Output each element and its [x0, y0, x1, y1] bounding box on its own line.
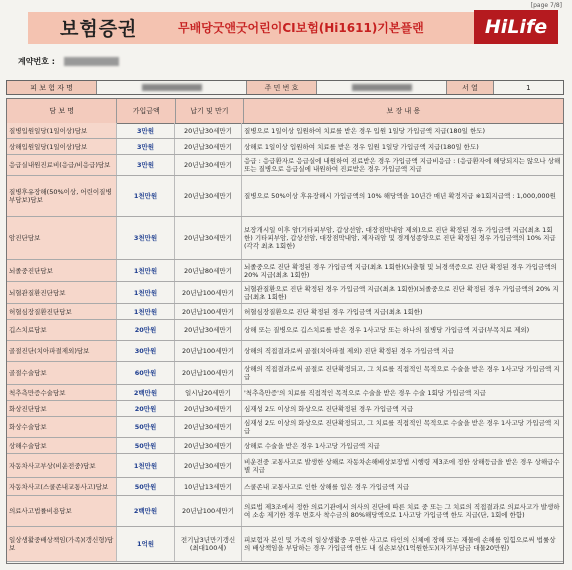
benefit-name: 골절수술담보 — [7, 362, 117, 384]
table-row — [7, 176, 563, 217]
coverage-detail: 의료법 제3조에서 정한 의료기관에서 의사의 진단에 따른 치료 중 또는 그 치료의 직접결과로 의료사고가 발생하여 소송 제기한 경우 변호사 착수금의 80%해당액으로 1사고당 가입금액 한도 지급(단, 1회에 한함) — [244, 503, 560, 519]
coverage-amount: 1천만원 — [117, 282, 175, 303]
benefit-name: 척추측만증수술담보 — [7, 385, 117, 400]
seq-label: 서 열 — [447, 81, 494, 94]
coverage-detail: 상해의 직접결과로써 골절(치아파절 제외) 진단 확정된 경우 가입금액 지급 — [244, 347, 454, 355]
payment-term: 20년납30세만기 — [175, 401, 242, 416]
coverage-amount: 1천만원 — [117, 260, 175, 281]
column-term: 납기 및 만기 — [176, 99, 244, 123]
payment-term: 20년납30세만기 — [175, 139, 242, 154]
coverage-detail: 뇌졸중으로 진단 확정된 경우 가입금액 지급(최초 1회한)(뇌출혈 및 뇌경색증으로 진단 확정된 경우 가입금액의 20% 지급(최초 1회한) — [244, 262, 557, 279]
table-row — [7, 123, 563, 139]
coverage-amount: 1천만원 — [117, 454, 175, 477]
coverage-amount: 2백만원 — [117, 385, 175, 400]
coverage-amount: 3천만원 — [117, 217, 175, 259]
payment-term: 20년납30세만기 — [175, 438, 242, 453]
hilife-logo: HiLife — [474, 10, 558, 44]
benefit-name: 화상진단담보 — [7, 401, 117, 416]
coverage-detail: 비운전중 교통사고로 발생한 상해로 자동차손해배상보장법 시행령 제3조에 정한 상해등급을 받은 경우 상해급수별 지급 — [244, 457, 560, 474]
table-row — [7, 527, 563, 562]
benefit-name: 깁스치료담보 — [7, 320, 117, 340]
table-row — [7, 139, 563, 155]
coverage-amount: 1천만원 — [117, 304, 175, 319]
table-row — [7, 304, 563, 320]
coverage-amount: 30만원 — [117, 341, 175, 361]
payment-term: 20년납30세만기 — [175, 176, 242, 216]
coverage-detail: 상해로 수술을 받은 경우 1사고당 가입금액 지급 — [244, 441, 380, 450]
benefit-name: 자동차사고(스쿨존내교통사고)담보 — [7, 478, 117, 495]
payment-term: 20년납100세만기 — [175, 341, 242, 361]
contract-number-label: 계약번호 : — [18, 57, 55, 66]
coverage-amount: 3만원 — [117, 139, 175, 154]
coverage-detail: 심재성 2도 이상의 화상으로 진단확정된 경우 가입금액 지급 — [244, 404, 414, 413]
benefit-name: 화상수술담보 — [7, 417, 117, 437]
table-row — [7, 401, 563, 417]
coverage-detail: '척추측만증'의 치료를 직접적인 목적으로 수술을 받은 경우 수술 1회당 가입금액 지급 — [244, 388, 486, 397]
coverage-detail: 상해로 1일이상 입원하여 치료를 받은 경우 입원 1일당 가입금액 지급(180일 한도) — [244, 142, 479, 151]
payment-term: 20년납30세만기 — [175, 454, 242, 477]
table-row — [7, 417, 563, 438]
insured-name-label: 피 보 험 자 명 — [7, 81, 97, 94]
table-row — [7, 341, 563, 362]
id-number-label: 주 민 번 호 — [247, 81, 317, 94]
table-row — [7, 438, 563, 454]
payment-term: 20년납100세만기 — [175, 304, 242, 319]
table-row — [7, 478, 563, 496]
payment-term: 20년납100세만기 — [175, 362, 242, 384]
column-amount: 가입금액 — [117, 99, 176, 123]
coverage-detail: 응급 : 응급환자로 응급실에 내원하여 진료받은 경우 가입금액 지급비응급 : (응급환자에 해당되지는 않으나 상해 또는 질병으로 응급실에 내원하여 진료받은 경우 가입금액 지급 — [244, 157, 561, 173]
coverage-amount: 3만원 — [117, 155, 175, 175]
coverage-amount: 2백만원 — [117, 496, 175, 526]
coverage-amount: 50만원 — [117, 478, 175, 495]
coverage-amount: 50만원 — [117, 417, 175, 437]
payment-term: 20년납30세만기 — [175, 217, 242, 259]
benefit-name: 일상생활중배상책임(가족)(갱신형)담보 — [7, 527, 117, 561]
table-row — [7, 217, 563, 260]
payment-term: 20년납100세만기 — [175, 282, 242, 303]
table-row — [7, 496, 563, 527]
table-header — [6, 98, 564, 124]
table-row — [7, 282, 563, 304]
id-number-value — [317, 81, 447, 94]
coverage-detail: 질병으로 50%이상 후유장해시 가입금액의 10% 해당액을 10년간 매년 확정지급 ※1회지급액 : 1,000,000원 — [244, 192, 556, 200]
seq-value: 1 — [526, 83, 531, 92]
page-number: [page 7/8] — [530, 2, 562, 9]
coverage-amount: 20만원 — [117, 401, 175, 416]
benefit-name: 응급실내원진료비(응급/비응급)담보 — [7, 155, 117, 175]
document-title: 보험증권 — [60, 18, 138, 40]
column-benefit: 담 보 명 — [7, 99, 117, 123]
table-row — [7, 385, 563, 401]
coverage-detail: 보장개시일 이후 암(기타피부암, 갑상선암, 대장점막내암 제외)으로 진단 확정된 경우 가입금액 지급(최초 1회한) 기타피부암, 갑상선암, 대장점막내암, 제자리암 및 경계성종양으로 진단 확정된 경우 가입금액의 10% 지급(각각 최초 1회한) — [244, 226, 556, 250]
payment-term: 20년납80세만기 — [175, 260, 242, 281]
payment-term: 10년납13세만기 — [175, 478, 242, 495]
benefit-name: 자동차사고부상(비운전중)담보 — [7, 454, 117, 477]
coverage-amount: 60만원 — [117, 362, 175, 384]
table-row — [7, 362, 563, 385]
column-detail: 보 장 내 용 — [386, 107, 421, 115]
benefit-name: 질병입원일당(1일이상)담보 — [7, 123, 117, 138]
insured-name-value — [97, 81, 247, 94]
payment-term: 20년납100세만기 — [175, 496, 242, 526]
benefit-name: 암진단담보 — [7, 217, 117, 259]
benefit-name: 골절진단(치아파절제외)담보 — [7, 341, 117, 361]
coverage-detail: 피보험자 본인 및 가족의 일상생활중 우연한 사고로 타인의 신체에 장해 또는 재물에 손해를 입힘으로써 법률상의 배상책임을 부담하는 경우 가입금액 한도 내 실손보상(1억원한도)(자기부담금 대물20만원) — [244, 536, 556, 552]
coverage-amount: 20만원 — [117, 320, 175, 340]
coverage-amount: 1억원 — [117, 527, 175, 561]
payment-term: 전기납3년만기갱신(최대100세) — [175, 527, 242, 561]
benefit-name: 뇌혈관질환진단담보 — [7, 282, 117, 303]
coverage-detail: 심재성 2도 이상의 화상으로 진단확정되고, 그 치료를 직접적인 목적으로 수술을 받은 경우 1사고당 가입금액 지급 — [244, 419, 560, 435]
payment-term: 20년납30세만기 — [175, 155, 242, 175]
coverage-detail: 스쿨존내 교통사고로 인한 상해를 입은 경우 가입금액 지급 — [244, 482, 410, 491]
table-row — [7, 454, 563, 478]
coverage-detail: 뇌혈관질환으로 진단 확정된 경우 가입금액 지급(최초 1회한)(뇌졸중으로 진단 확정된 경우 가입금액의 20% 지급(최초 1회한) — [244, 284, 559, 301]
benefit-name: 질병후유장해(50%이상, 어린이질병부담보)담보 — [7, 176, 117, 216]
redacted-contract-number — [64, 57, 119, 66]
redacted-name — [142, 84, 202, 91]
payment-term: 20년납30세만기 — [175, 123, 242, 138]
coverage-detail: 질병으로 1일이상 입원하여 치료를 받은 경우 입원 1일당 가입금액 지급(180일 한도) — [244, 126, 486, 135]
table-row — [7, 155, 563, 176]
coverage-amount: 1천만원 — [117, 176, 175, 216]
insured-info-row — [6, 80, 564, 95]
coverage-detail: 허혈심장질환으로 진단 확정된 경우 가입금액 지급(최초 1회한) — [244, 307, 423, 316]
coverage-table — [6, 123, 564, 564]
policy-header — [28, 12, 558, 44]
benefit-name: 의료사고법률비용담보 — [7, 496, 117, 526]
product-name: 무배당굿앤굿어린이CI보험(Hi1611)기본플랜 — [178, 21, 424, 35]
benefit-name: 상해수술담보 — [7, 438, 117, 453]
payment-term: 20년납30세만기 — [175, 417, 242, 437]
benefit-name: 뇌졸중진단담보 — [7, 260, 117, 281]
coverage-amount: 50만원 — [117, 438, 175, 453]
coverage-amount: 3만원 — [117, 123, 175, 138]
coverage-detail: 상해의 직접결과로써 골절로 진단확정되고, 그 치료를 직접적인 목적으로 수술을 받은 경우 1사고당 가입금액 지급 — [244, 365, 560, 381]
payment-term: 일시납20세만기 — [175, 385, 242, 400]
benefit-name: 허혈심장질환진단담보 — [7, 304, 117, 319]
benefit-name: 상해입원일당(1일이상)담보 — [7, 139, 117, 154]
coverage-detail: 상해 또는 질병으로 깁스치료를 받은 경우 1사고당 또는 하나의 질병당 가입금액 지급(부목치료 제외) — [244, 326, 530, 334]
table-row — [7, 320, 563, 341]
redacted-id — [352, 84, 412, 91]
table-row — [7, 260, 563, 282]
payment-term: 20년납30세만기 — [175, 320, 242, 340]
contract-number-row — [18, 56, 119, 67]
